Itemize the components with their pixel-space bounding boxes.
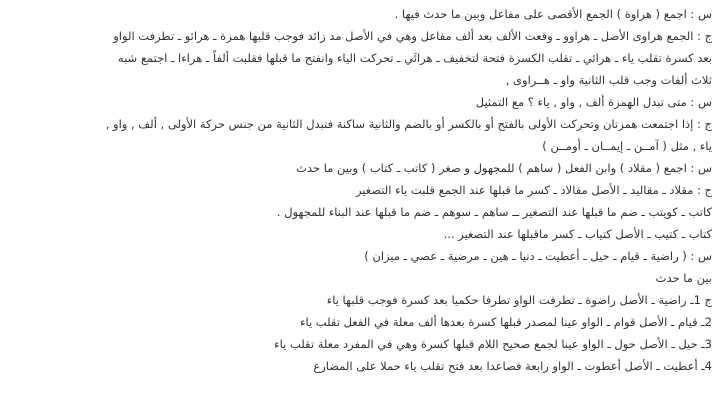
question-4-line-2: بين ما حدث [655,271,712,285]
answer-1-line-1: ج : الجمع هراوى الأصل ـ هراوو ـ وقعت الألف بعد ألف مفاعل وهي في الأصل مد زائد فوجب قلبها همزة ـ هرائو ـ تطرفت الواو [113,29,712,43]
question-2-line: س : متى تبدل الهمزة ألف , واو , ياء ؟ مع التمثيل [475,95,712,109]
answer-4-item-1: ج 1ـ راضية ـ الأصل راضوة ـ تطرفت الواو تطرفا حكميا بعد كسرة فوجب قلبها ياء [326,293,712,307]
answer-2-line-2: ياء , مثل ( آمــن ـ إيمــان ـ أومــن ) [542,139,712,153]
answer-2-line-1: ج : إذا اجتمعت همزتان وتحركت الأولى بالفتح أو بالكسر أو بالضم والثانية ساكنة فتبدل الثانية من جنس حركة الأولى , ألف , واو , [105,117,712,131]
answer-3-line-2: كاتب ـ كويتب ـ ضم ما قبلها عند التصغير ــ ساهم ـ سوهم ـ ضم ما قبلها عند البناء للمجهول . [276,205,712,219]
answer-4-item-4: 4ـ أعطيت ـ الأصل أعطوت ـ الواو رابعة فصاعدا بعد فتح تقلب ياء حملا على المضارع [313,359,712,373]
answer-1-line-3: ثلاث ألفات وجب قلب الثانية واو ـ هــراوى , [505,73,712,87]
answer-1-line-2: بعد كسرة تقلب ياء ـ هرائي ـ تقلب الكسرة فتحة لتخفيف ـ هرائَي ـ تحركت الياء وانفتح ما قبلها فقلبت ألفاً ـ هراءا ـ اجتمع شبه [117,51,712,65]
answer-4-item-3: 3ـ حيل ـ الأصل حول ـ الواو عينا لجمع صحيح اللام قبلها كسرة وهي في المفرد معلة تقلب ياء [274,337,712,351]
question-1-line: س : اجمع ( هراوة ) الجمع الأقصى على مفاعل وبين ما حدث فيها . [394,7,712,21]
answer-4-item-2: 2ـ قيام ـ الأصل قوام ـ الواو عينا لمصدر قبلها كسرة بعدها ألف معلة في الفعل تقلب ياء [300,315,712,329]
question-4-line-1: س : ( راضية ـ قيام ـ حيل ـ أعطيت ـ دنيا ـ هين ـ مرضية ـ عصي ـ ميزان ) [364,249,712,263]
question-3-line: س : اجمع ( مقلاد ) وابن الفعل ( ساهم ) للمجهول و صغر ( كاتب ـ كتاب ) وبين ما حدث [296,161,712,175]
answer-3-line-1: ج : مقلاد ـ مقاليد ـ الأصل مقالاد ـ كسر ما قبلها عند الجمع قلبت ياء التصغير [355,183,712,197]
answer-3-line-3: كتاب ـ كتيب ـ الأصل كتياب ـ كسر ماقبلها عند التصغير ... [443,227,712,241]
